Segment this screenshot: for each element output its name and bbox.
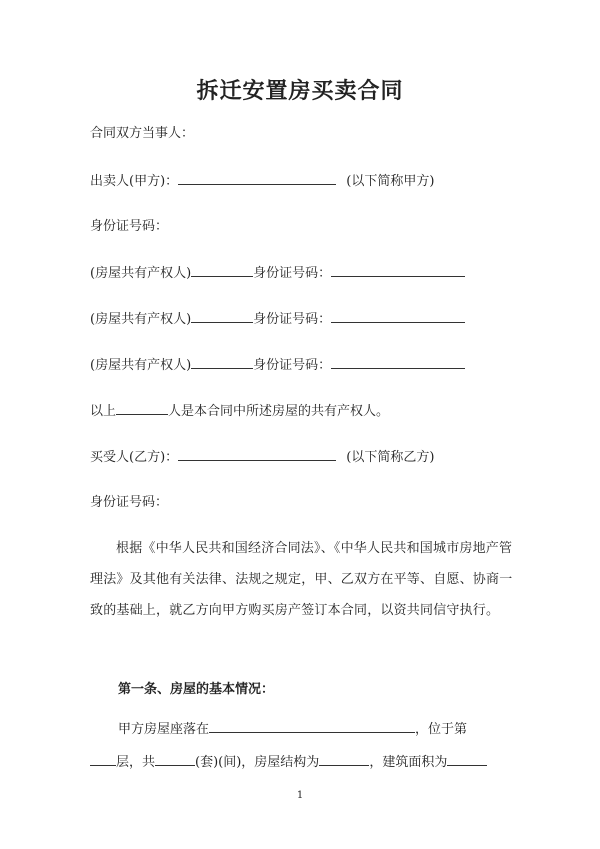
co-owner-line-3 bbox=[90, 356, 465, 375]
co-owner-id-blank bbox=[331, 356, 465, 369]
co-owner-id-label: 身份证号码： bbox=[253, 312, 332, 327]
co-owner-label: (房屋共有产权人) bbox=[90, 358, 192, 373]
co-owner-note bbox=[90, 402, 389, 421]
co-owner-label: (房屋共有产权人) bbox=[90, 266, 192, 281]
co-owner-name-blank bbox=[191, 356, 253, 369]
co-owner-note-suffix: 人是本合同中所述房屋的共有产权人。 bbox=[168, 404, 390, 419]
floor-label: ，位于第 bbox=[415, 722, 468, 737]
buyer-label: 买受人(乙方)： bbox=[90, 450, 179, 465]
preamble-paragraph: 根据《中华人民共和国经济合同法》、《中华人民共和国城市房地产管理法》及其他有关法律、法规之规定，甲、乙双方在平等、自愿、协商一致的基础上，就乙方向甲方购买房产签订本合同，以资共同信守执行。 bbox=[90, 541, 513, 618]
co-owner-label: (房屋共有产权人) bbox=[90, 312, 192, 327]
article-1-line-2 bbox=[90, 753, 487, 772]
article-1-heading: 第一条、房屋的基本情况： bbox=[118, 682, 275, 697]
co-owner-name-blank bbox=[191, 264, 253, 277]
units-blank bbox=[155, 753, 195, 766]
buyer-line bbox=[90, 448, 434, 467]
buyer-id-line: 身份证号码： bbox=[90, 495, 169, 510]
page-number: 1 bbox=[296, 790, 304, 801]
document-title: 拆迁安置房买卖合同 bbox=[196, 79, 404, 104]
co-owner-count-blank bbox=[116, 402, 168, 415]
co-owner-id-label: 身份证号码： bbox=[253, 266, 332, 281]
article-1-line-1 bbox=[118, 720, 467, 739]
seller-line bbox=[90, 172, 434, 191]
buyer-suffix: (以下简称乙方) bbox=[346, 450, 435, 465]
seller-suffix: (以下简称甲方) bbox=[346, 174, 435, 189]
intro-line: 合同双方当事人： bbox=[90, 126, 195, 141]
co-owner-line-1 bbox=[90, 264, 465, 283]
co-owner-id-blank bbox=[331, 310, 465, 323]
seller-name-blank bbox=[178, 172, 336, 185]
seller-label: 出卖人(甲方)： bbox=[90, 174, 179, 189]
co-owner-id-label: 身份证号码： bbox=[253, 358, 332, 373]
seller-id-line: 身份证号码： bbox=[90, 219, 169, 234]
floor-blank bbox=[90, 753, 116, 766]
units-label: 层，共 bbox=[116, 755, 156, 770]
co-owner-id-blank bbox=[331, 264, 465, 277]
structure-label: (套)(间)，房屋结构为 bbox=[195, 755, 320, 770]
area-label: ，建筑面积为 bbox=[369, 755, 448, 770]
structure-blank bbox=[319, 753, 369, 766]
area-blank bbox=[447, 753, 487, 766]
co-owner-line-2 bbox=[90, 310, 465, 329]
buyer-name-blank bbox=[178, 448, 336, 461]
co-owner-name-blank bbox=[191, 310, 253, 323]
location-blank bbox=[209, 720, 415, 733]
co-owner-note-prefix: 以上 bbox=[90, 404, 117, 419]
location-label: 甲方房屋座落在 bbox=[118, 722, 210, 737]
